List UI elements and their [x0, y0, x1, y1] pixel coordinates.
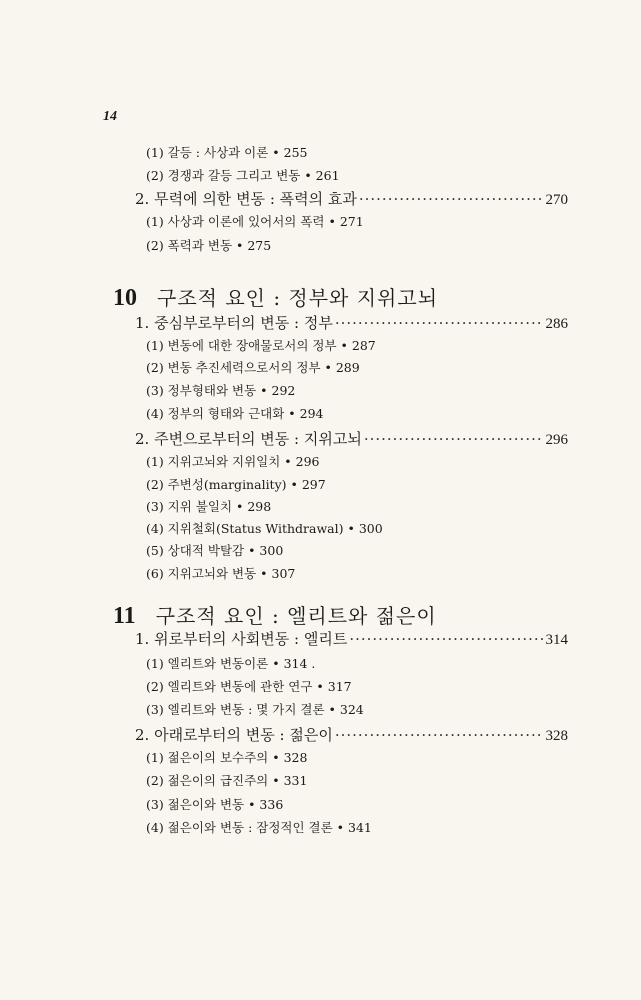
- dot-leader: [359, 190, 544, 208]
- toc-subsection-entry: (2) 엘리트와 변동에 관한 연구 • 317: [146, 679, 352, 694]
- toc-subsection-entry: (1) 젊은이의 보수주의 • 328: [146, 750, 308, 765]
- chapter-number: 11: [113, 603, 136, 629]
- section-title: 2. 무력에 의한 변동 : 폭력의 효과: [135, 190, 357, 208]
- toc-subsection-entry: (4) 지위철회(Status Withdrawal) • 300: [146, 521, 383, 536]
- dot-leader: [335, 314, 544, 332]
- toc-subsection-entry: (3) 지위 불일치 • 298: [146, 499, 272, 514]
- toc-subsection-entry: (4) 젊은이와 변동 : 잠정적인 결론 • 341: [146, 820, 372, 835]
- section-page-number: 314: [545, 632, 568, 648]
- section-title: 1. 중심부로부터의 변동 : 정부: [135, 314, 333, 332]
- dot-leader: [349, 630, 543, 648]
- section-page-number: 286: [545, 316, 568, 332]
- toc-subsection-entry: (1) 엘리트와 변동이론 • 314 .: [146, 656, 316, 671]
- page-number: 14: [103, 109, 117, 124]
- section-title: 2. 주변으로부터의 변동 : 지위고뇌: [135, 430, 362, 448]
- chapter-number: 10: [113, 285, 137, 311]
- toc-subsection-entry: (3) 젊은이와 변동 • 336: [146, 797, 284, 812]
- toc-subsection-entry: (2) 변동 추진세력으로서의 정부 • 289: [146, 360, 360, 375]
- chapter-heading: [113, 282, 438, 312]
- toc-section-entry: [135, 428, 568, 449]
- toc-section-entry: [135, 188, 568, 209]
- dot-leader: [335, 726, 544, 744]
- toc-subsection-entry: (2) 폭력과 변동 • 275: [146, 238, 272, 253]
- section-page-number: 296: [545, 432, 568, 448]
- toc-subsection-entry: (5) 상대적 박탈감 • 300: [146, 543, 284, 558]
- section-page-number: 328: [545, 728, 568, 744]
- toc-subsection-entry: (1) 갈등 : 사상과 이론 • 255: [146, 145, 308, 160]
- toc-subsection-entry: (3) 엘리트와 변동 : 몇 가지 결론 • 324: [146, 702, 364, 717]
- toc-section-entry: [135, 724, 568, 745]
- toc-subsection-entry: (4) 정부의 형태와 근대화 • 294: [146, 406, 324, 421]
- chapter-title: 구조적 요인 : 엘리트와 젊은이: [155, 604, 437, 628]
- toc-subsection-entry: (3) 정부형태와 변동 • 292: [146, 383, 296, 398]
- toc-subsection-entry: (2) 주변성(marginality) • 297: [146, 477, 326, 492]
- toc-subsection-entry: (2) 경쟁과 갈등 그리고 변동 • 261: [146, 168, 340, 183]
- toc-subsection-entry: (6) 지위고뇌와 변동 • 307: [146, 566, 296, 581]
- toc-subsection-entry: (2) 젊은이의 급진주의 • 331: [146, 773, 308, 788]
- toc-section-entry: [135, 628, 568, 649]
- toc-subsection-entry: (1) 변동에 대한 장애물로서의 정부 • 287: [146, 338, 376, 353]
- dot-leader: [364, 430, 544, 448]
- section-title: 1. 위로부터의 사회변동 : 엘리트: [135, 630, 348, 648]
- toc-subsection-entry: (1) 사상과 이론에 있어서의 폭력 • 271: [146, 214, 364, 229]
- section-title: 2. 아래로부터의 변동 : 젊은이: [135, 726, 333, 744]
- section-page-number: 270: [545, 192, 568, 208]
- toc-subsection-entry: (1) 지위고뇌와 지위일치 • 296: [146, 454, 320, 469]
- toc-section-entry: [135, 312, 568, 333]
- chapter-title: 구조적 요인 : 정부와 지위고뇌: [157, 286, 439, 310]
- chapter-heading: [113, 600, 437, 630]
